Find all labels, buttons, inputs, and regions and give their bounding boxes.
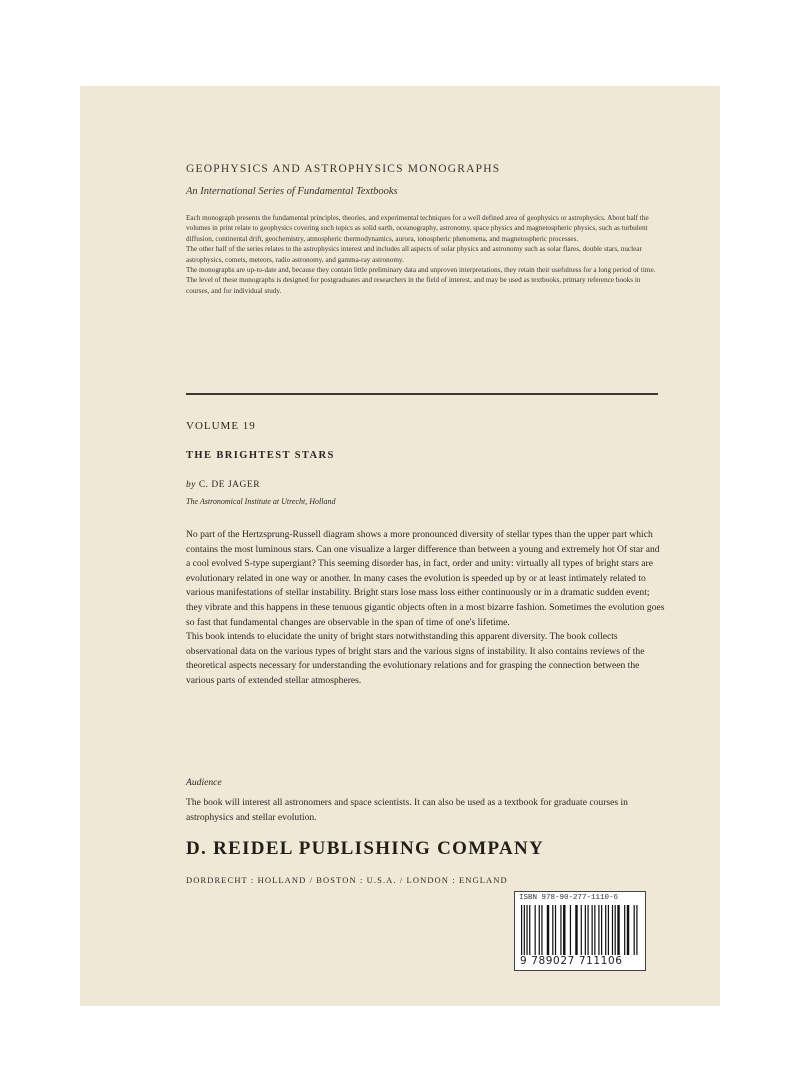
barcode-bar: [594, 905, 595, 955]
barcode-bar: [587, 905, 588, 955]
barcode-bar: [598, 905, 599, 955]
barcode-bar: [627, 905, 629, 955]
series-description-paragraph: The monographs are up-to-date and, because they contain little preliminary data and unproven interpretations, they retain their usefulness for a long period of time. The level of these monographs is designed for postgraduates and researchers in the field of interest, and may be used as textbooks, primary reference books in courses, and for individual study.: [186, 266, 656, 295]
publisher-name: D. REIDEL PUBLISHING COMPANY: [186, 838, 545, 859]
barcode-bar: [541, 905, 542, 955]
barcode-bar: [529, 905, 530, 955]
isbn-number: ISBN 978-90-277-1110-6: [519, 894, 619, 902]
barcode-bar: [608, 905, 609, 955]
barcode-bar: [555, 905, 556, 955]
book-description: [186, 528, 666, 689]
author-name: C. DE JAGER: [198, 480, 261, 490]
barcode-bar: [605, 905, 606, 955]
barcode-bar: [615, 905, 616, 955]
volume-number: VOLUME 19: [186, 420, 256, 432]
barcode-bar: [535, 905, 536, 955]
barcode-bar: [560, 905, 561, 955]
barcode-bar: [526, 905, 527, 955]
series-description-paragraph: Each monograph presents the fundamental principles, theories, and experimental techniques for a well defined area of geophysics or astrophysics. About half the volumes in print relate to geophysics covering such topics as solid earth, oceanography, astronomy, space physics and magnetospheric physics, such as turbulent diffusion, continental drift, geochemistry, atmospheric thermodynamics, aurora, ionospheric phenomena, and magnetospheric processes.: [186, 214, 649, 243]
series-subtitle: An International Series of Fundamental Textbooks: [186, 186, 398, 197]
barcode-bar: [636, 905, 637, 955]
barcode-bar: [634, 905, 635, 955]
barcode-bar: [570, 905, 571, 955]
barcode-bar: [552, 905, 553, 955]
audience-heading: Audience: [186, 777, 222, 788]
barcode: [514, 891, 646, 971]
author-prefix: by: [186, 480, 196, 490]
barcode-bar: [617, 905, 619, 955]
barcode-bar: [581, 905, 582, 955]
publisher-locations: DORDRECHT : HOLLAND / BOSTON : U.S.A. / LONDON : ENGLAND: [186, 875, 508, 885]
barcode-bar: [539, 905, 540, 955]
barcode-bar: [521, 905, 522, 955]
barcode-bar: [624, 905, 625, 955]
series-title: GEOPHYSICS AND ASTROPHYSICS MONOGRAPHS: [186, 163, 501, 175]
back-cover: [80, 86, 720, 1006]
barcode-bar: [612, 905, 613, 955]
book-title: THE BRIGHTEST STARS: [186, 450, 335, 461]
barcode-bar: [592, 905, 593, 955]
barcode-bar: [524, 905, 525, 955]
barcode-bar: [575, 905, 577, 955]
barcode-bars: [521, 905, 639, 955]
barcode-bar: [547, 905, 549, 955]
divider-rule: [186, 393, 658, 395]
description-paragraph: No part of the Hertzsprung-Russell diagram shows a more pronounced diversity of stellar types than the upper part which contains the most luminous stars. Can one visualize a larger difference than between a young and extremely hot Of star and a cool evolved S-type supergiant? This seeming disorder has, in fact, order and unity: virtually all types of bright stars are evolutionary related in one way or another. In many cases the evolution is speeded up by or at least intimately related to various manifestations of stellar instability. Bright stars lose mass loss either continuously or in a dramatic sudden event; they vibrate and this happens in these tenuous gigantic objects often in a most bizarre fashion. Sometimes the evolution goes so fast that fundamental changes are observable in the span of time of one's lifetime.: [186, 529, 665, 628]
audience-text: The book will interest all astronomers and space scientists. It can also be used as a textbook for graduate courses in astrophysics and stellar evolution.: [186, 797, 628, 823]
author-affiliation: The Astronomical Institute at Utrecht, Holland: [186, 497, 336, 506]
series-description-paragraph: The other half of the series relates to the astrophysics interest and includes all aspects of solar physics and astronomy such as solar flares, double stars, nuclear astrophysics, comets, meteors, radio astronomy, and gamma-ray astronomy.: [186, 245, 642, 264]
description-paragraph: This book intends to elucidate the unity of bright stars notwithstanding this apparent diversity. The book collects observational data on the various types of bright stars and the various signs of instability. It also contains reviews of the theoretical aspects necessary for understanding the evolutionary relations and for grasping the connection between the various parts of extended stellar atmospheres.: [186, 631, 645, 686]
barcode-bar: [601, 905, 602, 955]
author-line: [186, 480, 260, 490]
barcode-bar: [563, 905, 565, 955]
barcode-bar: [585, 905, 586, 955]
ean-digits: 9 789027 711106: [520, 955, 623, 967]
series-description: [186, 213, 664, 296]
